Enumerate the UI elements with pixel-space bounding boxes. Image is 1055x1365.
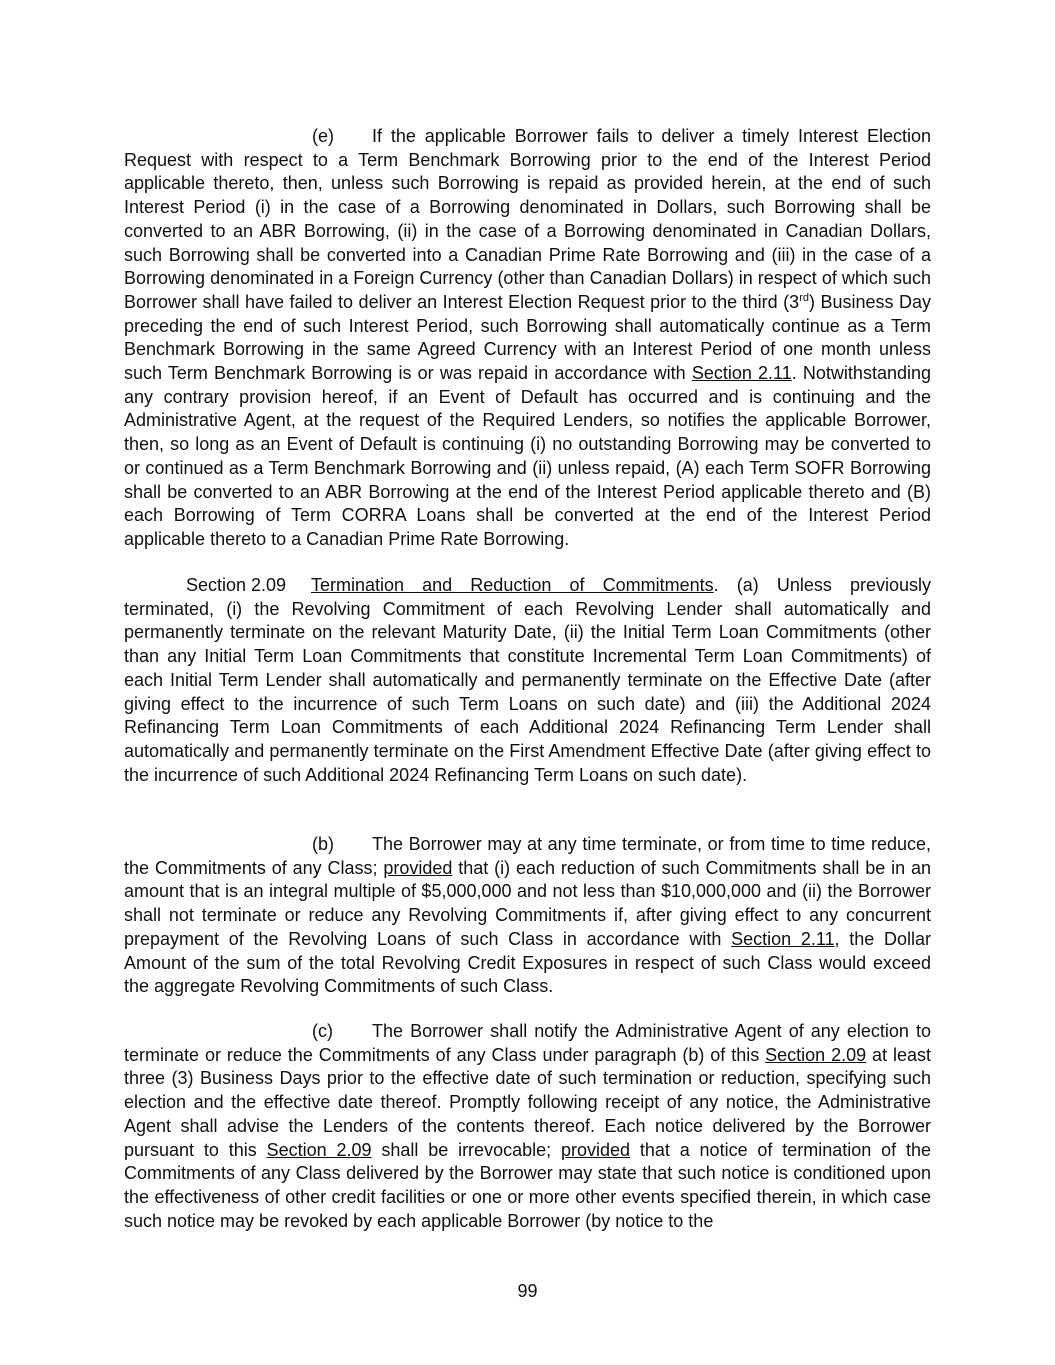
section-reference: Section 2.09 <box>266 1139 372 1160</box>
paragraph-text: ) Business Day preceding the end of such Interest Period, such Borrowing shall automatically continue as a Term Benchmark Borrowing in the same Agreed Currency with an Interest Period of one month unless such Term Benchmark Borrowing is or was repaid in accordance with <box>124 291 931 384</box>
section-reference: Section 2.09 <box>765 1044 867 1065</box>
provided-term: provided <box>560 1139 630 1160</box>
section-reference: Section 2.11 <box>731 928 835 949</box>
section-reference: Section 2.11 <box>691 363 792 384</box>
provided-term: provided <box>383 857 453 878</box>
paragraph-text: that (i) each reduction of such Commitments shall be in an amount that is an integral multiple of $5,000,000 and not less than $10,000,000 and (ii) the Borrower shall not terminate or reduce any Revolving Commitments if, after giving effect to any concurrent prepayment of the Revolving Loans of such Class in accordance with <box>124 857 931 949</box>
page-number: 99 <box>517 1281 538 1301</box>
paragraph-text: . (a) Unless previously terminated, (i) the Revolving Commitment of each Revolving Lender shall automatically and permanently terminate on the relevant Maturity Date, (ii) the Initial Term Loan Commitments (other than any Initial Term Loan Commitments that constitute Incremental Term Loan Commitments) of each Initial Term Lender shall automatically and permanently terminate on the Effective Date (after giving effect to the incurrence of such Term Loans on such date) and (iii) the Additional 2024 Refinancing Term Loan Commitments of each Additional 2024 Refinancing Term Lender shall automatically and permanently terminate on the First Amendment Effective Date (after giving effect to the incurrence of such Additional 2024 Refinancing Term Loans on such date). <box>124 575 932 785</box>
ordinal-superscript: rd <box>799 291 809 304</box>
paragraph-text: If the applicable Borrower fails to deliver a timely Interest Election Request with respect to a Term Benchmark Borrowing prior to the end of the Interest Period applicable thereto, then, unless such Borrowing is repaid as provided herein, at the end of such Interest Period (i) in the case of a Borrowing denominated in Dollars, such Borrowing shall be converted to an ABR Borrowing, (ii) in the case of a Borrowing denominated in Canadian Dollars, such Borrowing shall be converted into a Canadian Prime Rate Borrowing and (iii) in the case of a Borrowing denominated in a Foreign Currency (other than Canadian Dollars) in respect of which such Borrower shall have failed to deliver an Interest Election Request prior to the third (3 <box>124 126 931 312</box>
paragraph-text: shall be irrevocable; <box>371 1139 561 1160</box>
section-title: Termination and Reduction of Commitments <box>311 575 714 595</box>
paragraph-c <box>124 1020 931 1233</box>
paragraph-label: (e) <box>312 126 334 146</box>
paragraph-label: (b) <box>312 834 334 854</box>
paragraph-label: (c) <box>312 1021 333 1041</box>
section-number: Section 2.09 <box>186 575 287 595</box>
paragraph-e <box>124 125 931 552</box>
paragraph-text: at least three (3) Business Days prior to the effective date of such termination or reduction, specifying such election and the effective date thereof. Promptly following receipt of any notice, the Administrative Agent shall advise the Lenders of the contents thereof. Each notice delivered by the Borrower pursuant to this <box>124 1044 931 1160</box>
paragraph-b <box>124 833 931 999</box>
paragraph-text: The Borrower shall notify the Administrative Agent of any election to terminate or reduce the Commitments of any Class under paragraph (b) of this <box>124 1021 931 1065</box>
section-2-09-paragraph <box>124 574 931 787</box>
paragraph-text: . Notwithstanding any contrary provision hereof, if an Event of Default has occurred and is continuing and the Administrative Agent, at the request of the Required Lenders, so notifies the applicable Borrower, then, so long as an Event of Default is continuing (i) no outstanding Borrowing may be converted to or continued as a Term Benchmark Borrowing and (ii) unless repaid, (A) each Term SOFR Borrowing shall be converted to an ABR Borrowing at the end of the Interest Period applicable thereto and (B) each Borrowing of Term CORRA Loans shall be converted at the end of the Interest Period applicable thereto to a Canadian Prime Rate Borrowing. <box>124 363 932 549</box>
paragraph-text: , the Dollar Amount of the sum of the total Revolving Credit Exposures in respect of such Class would exceed the aggregate Revolving Commitments of such Class. <box>124 928 931 997</box>
paragraph-text: that a notice of termination of the Commitments of any Class delivered by the Borrower may state that such notice is conditioned upon the effectiveness of other credit facilities or one or more other events specified therein, in which case such notice may be revoked by each applicable Borrower (by notice to the <box>124 1139 932 1231</box>
paragraph-text: The Borrower may at any time terminate, or from time to time reduce, the Commitments of any Class; <box>124 834 931 878</box>
